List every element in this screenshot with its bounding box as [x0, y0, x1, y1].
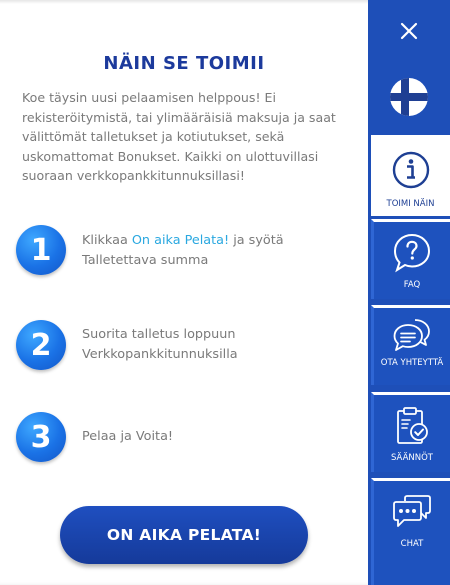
step-3	[16, 412, 356, 464]
chat-bubbles-icon	[391, 314, 433, 354]
step-text-after: ja syötä Talletettava summa	[82, 233, 284, 268]
play-now-button[interactable]: ON AIKA PELATA!	[60, 506, 308, 564]
language-button[interactable]	[368, 62, 450, 132]
sidebar-item-rules[interactable]	[371, 392, 450, 472]
step-number-badge: 1	[16, 225, 66, 275]
sidebar-item-label: OTA YHTEYTTÄ	[380, 358, 444, 368]
sidebar-item-label: FAQ	[403, 280, 421, 290]
top-shadow	[0, 0, 368, 4]
question-bubble-icon	[392, 232, 432, 274]
page-title: NÄIN SE TOIMII	[103, 53, 265, 74]
step-number-badge: 3	[16, 412, 66, 462]
info-icon	[391, 150, 431, 190]
step-text: Suorita talletus loppuun Verkkopankkitunnuksilla	[82, 327, 238, 362]
finland-flag-icon	[390, 78, 428, 116]
sidebar-item-how-it-works[interactable]	[368, 135, 450, 216]
sidebar-item-faq[interactable]	[371, 219, 450, 299]
step-text-before: Klikkaa	[82, 233, 132, 248]
close-button[interactable]	[368, 0, 450, 62]
sidebar-item-chat[interactable]	[371, 478, 450, 585]
step-1	[16, 225, 356, 277]
sidebar-item-contact[interactable]	[371, 305, 450, 385]
chat-dots-icon	[391, 493, 433, 531]
intro-text: Koe täysin uusi pelaamisen helppous! Ei rekisteröitymistä, tai ylimääräisiä maksuja ja saat välittömät talletukset ja kotiutukset, sekä uskomattomat Bonukset. Kaikki on ulottuvillasi suoraan verkkopankkitunnuksillasi!	[22, 90, 336, 183]
step-text: Pelaa ja Voita!	[82, 429, 174, 444]
sidebar	[368, 0, 450, 585]
sidebar-item-label: SÄÄNNÖT	[390, 453, 434, 463]
play-now-link[interactable]: On aika Pelata!	[131, 233, 230, 248]
step-2	[16, 320, 356, 372]
clipboard-check-icon	[393, 405, 431, 447]
close-icon	[400, 22, 418, 40]
step-number-badge: 2	[16, 320, 66, 370]
sidebar-item-label: TOIMI NÄIN	[386, 199, 435, 209]
sidebar-item-label: CHAT	[400, 539, 424, 549]
step-text	[82, 231, 352, 270]
